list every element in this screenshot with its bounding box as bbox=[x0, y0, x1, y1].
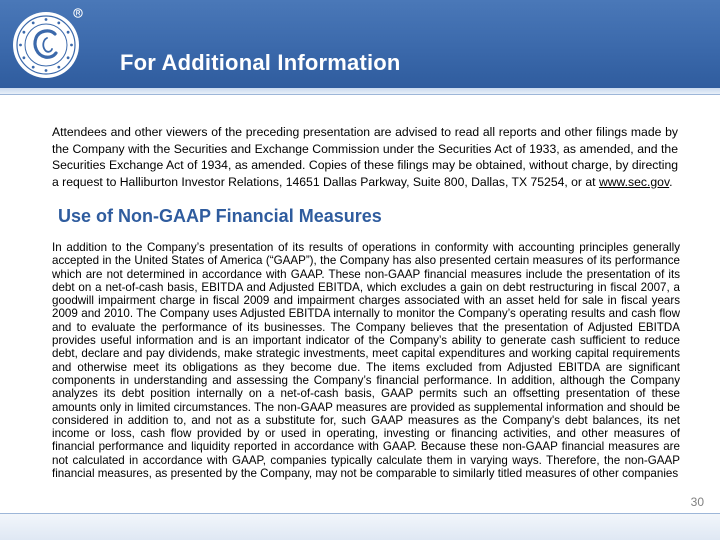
page-number: 30 bbox=[690, 495, 704, 509]
non-gaap-heading: Use of Non-GAAP Financial Measures bbox=[58, 206, 382, 226]
slide-title: For Additional Information bbox=[120, 50, 401, 75]
additional-info-text-end: . bbox=[669, 174, 673, 189]
non-gaap-paragraph: In addition to the Company’s presentation of its results of operations in conformity with accounting principles generally accepted in the United States of America (“GAAP”), the Company has also presented certain measures of its performance which are not determined in accordance with GAAP. These non-GAAP financial measures include the presentation of its debt on a net-of-cash basis, EBITDA and Adjusted EBITDA, which excludes a gain on debt restructuring in fiscal 2007, a goodwill impairment charge in fiscal 2009 and impairment charges associated with an asset held for sale in fiscal years 2009 and 2010. The Company uses Adjusted EBITDA internally to monitor the Company’s operating results and cash flow and to evaluate the performance of its businesses. The Company believes that the presentation of Adjusted EBITDA provides useful information and is an important indicator of the Company’s ability to generate cash sufficient to reduce debt, declare and pay dividends, make strategic investments, meet capital expenditures and working capital requirements and otherwise meet its obligations as they become due. The items excluded from Adjusted EBITDA are significant components in understanding and assessing the Company’s financial performance. In addition, although the Company analyzes its debt position internally on a net-of-cash basis, GAAP permits such an offsetting presentation of these amounts only in limited circumstances. The non-GAAP measures are provided as supplemental information and should be considered in addition to, and not as a substitute for, such GAAP measures as the Company's debt balances, its net income or loss, cash flow provided by or used in operating, investing or financing activities, and other measures of financial performance and liquidity reported in accordance with GAAP. Because these non-GAAP financial measures are not calculated in accordance with GAAP, companies typically calculate them in varying ways. Therefore, the non-GAAP financial measures, as presented by the Company, may not be comparable to similarly titled measures of other companies bbox=[52, 241, 680, 481]
additional-info-paragraph bbox=[52, 124, 678, 190]
footer-band bbox=[0, 514, 720, 540]
additional-info-text: Attendees and other viewers of the preceding presentation are advised to read all reports and other filings made by the Company with the Securities and Exchange Commission under the Securities Act of 1933, as amended, and the Securities Exchange Act of 1934, as amended. Copies of these filings may be obtained, without charge, by directing a request to Halliburton Investor Relations, 14651 Dallas Parkway, Suite 800, Dallas, TX 75254, or at bbox=[52, 125, 678, 189]
crest-logo-icon bbox=[8, 5, 86, 83]
header-divider bbox=[0, 94, 720, 95]
sec-website-link[interactable]: www.sec.gov bbox=[598, 174, 670, 189]
